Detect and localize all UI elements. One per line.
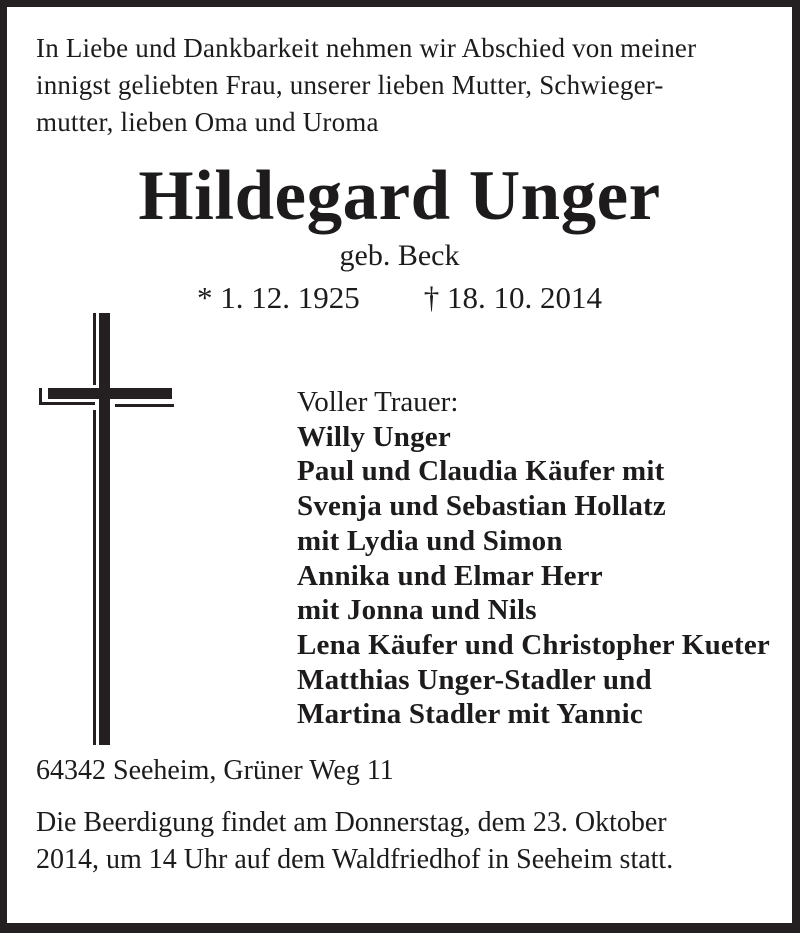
mourner-name: Matthias Unger-Stadler und [297,663,652,696]
funeral-announcement [36,804,752,878]
funeral-line: 2014, um 14 Uhr auf dem Waldfriedhof in Seeheim statt. [36,844,674,876]
death-date: † 18. 10. 2014 [423,280,602,315]
mourner-name: Lena Käufer und Christopher Kueter [297,628,770,661]
birth-date: * 1. 12. 1925 [197,280,360,315]
mourner-name: Svenja und Sebastian Hollatz [297,490,666,523]
page-title-deceased-name: Hildegard Unger [138,157,661,235]
mourners-heading: Voller Trauer: [297,386,459,418]
life-dates [7,279,792,317]
mourner-name: Paul und Claudia Käufer mit [297,455,665,488]
mourner-name: mit Lydia und Simon [297,524,563,557]
mourner-name: Annika und Elmar Herr [297,559,603,592]
latin-cross-icon [39,313,175,746]
intro-paragraph [36,30,752,141]
intro-line: In Liebe und Dankbarkeit nehmen wir Abschied von meiner [36,33,697,63]
intro-line: mutter, lieben Oma und Uroma [36,107,379,137]
mourner-name: Martina Stadler mit Yannic [297,698,643,731]
mourners-list [297,420,792,732]
intro-line: innigst geliebten Frau, unserer lieben Mutter, Schwieger- [36,70,664,100]
mourners-section [297,385,792,732]
mourner-name: Willy Unger [297,420,451,453]
mourner-name: mit Jonna und Nils [297,594,537,627]
maiden-name: geb. Beck [339,239,460,272]
address-line: 64342 Seeheim, Grüner Weg 11 [36,755,394,787]
funeral-line: Die Beerdigung findet am Donnerstag, dem 23. Oktober [36,807,667,839]
